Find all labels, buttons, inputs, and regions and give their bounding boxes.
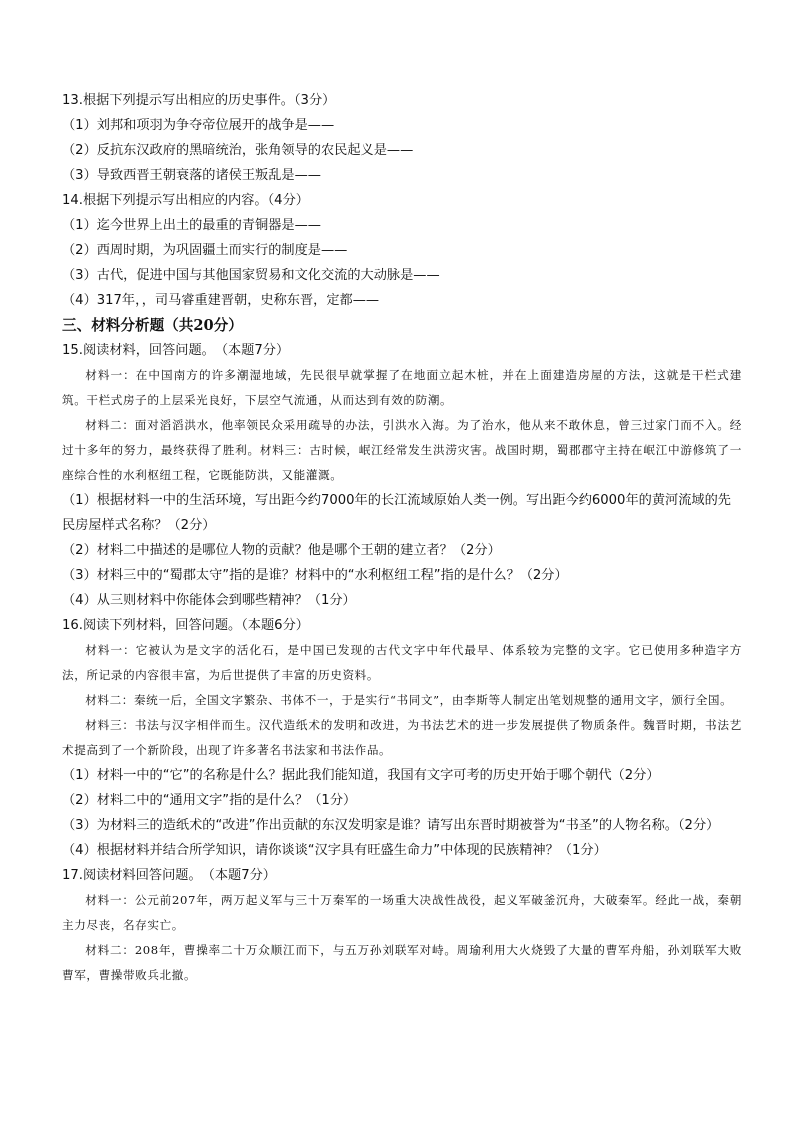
- q14-item-1: （1）迄今世界上出土的最重的青铜器是——: [62, 218, 321, 233]
- q13-item-3: （3）导致西晋王朝衰落的诸侯王叛乱是——: [62, 168, 321, 183]
- q16-question-1: （1）材料一中的“它”的名称是什么？据此我们能知道，我国有文字可考的历史开始于哪个朝代（2分）: [62, 768, 660, 783]
- q16-title: 16.阅读下列材料，回答问题。（本题6分）: [62, 618, 309, 633]
- q15-material-2: 材料二：面对滔滔洪水，他率领民众采用疏导的办法，引洪水入海。为了治水，他从来不敢休息，曾三过家门而不入。经过十多年的努力，最终获得了胜利。材料三：古时候，岷江经常发生洪涝灾害。战国时期，蜀郡郡守主持在岷江中游修筑了一座综合性的水利枢纽工程，它既能防洪，又能灌溉。: [62, 418, 742, 482]
- q14-item-3: （3）古代，促进中国与其他国家贸易和文化交流的大动脉是——: [62, 268, 440, 283]
- q15-title: 15.阅读材料，回答问题。 （本题7分）: [62, 343, 290, 358]
- q16-question-2: （2）材料二中的“通用文字”指的是什么？（1分）: [62, 793, 357, 808]
- q16-material-2: 材料二：秦统一后，全国文字繁杂、书体不一，于是实行“书同文”，由李斯等人制定出笔划规整的通用文字，颁行全国。: [85, 693, 733, 707]
- q14-item-4: （4）317年，，司马睿重建晋朝，史称东晋，定都——: [62, 293, 380, 308]
- section-3-heading: 三、材料分析题（共20分）: [62, 317, 243, 334]
- q15-question-4: （4）从三则材料中你能体会到哪些精神？（1分）: [62, 593, 356, 608]
- q13-item-1: （1）刘邦和项羽为争夺帝位展开的战争是——: [62, 118, 335, 133]
- q16-question-4: （4）根据材料并结合所学知识，请你谈谈“汉字具有旺盛生命力”中体现的民族精神？（1分）: [62, 843, 607, 858]
- exam-page: [62, 88, 742, 988]
- q15-question-3: （3）材料三中的“蜀郡太守”指的是谁？材料中的“水利枢纽工程”指的是什么？（2分）: [62, 568, 568, 583]
- q14-title: 14.根据下列提示写出相应的内容。（4分）: [62, 193, 309, 208]
- q15-material-1: 材料一：在中国南方的许多潮湿地域，先民很早就掌握了在地面立起木桩，并在上面建造房屋的方法，这就是干栏式建筑。干栏式房子的上层采光良好，下层空气流通，从而达到有效的防潮。: [62, 368, 742, 407]
- q15-question-1: （1）根据材料一中的生活环境，写出距今约7000年的长江流域原始人类一例。写出距今约6000年的黄河流域的先民房屋样式名称？（2分）: [62, 493, 731, 533]
- q13-title: 13.根据下列提示写出相应的历史事件。（3分）: [62, 93, 336, 108]
- q14-item-2: （2）西周时期，为巩固疆土而实行的制度是——: [62, 243, 348, 258]
- q17-title: 17.阅读材料回答问题。 （本题7分）: [62, 868, 276, 883]
- q16-material-1: 材料一：它被认为是文字的活化石，是中国已发现的古代文字中年代最早、体系较为完整的文字。它已使用多种造字方法，所记录的内容很丰富，为后世提供了丰富的历史资料。: [62, 643, 742, 682]
- q15-question-2: （2）材料二中描述的是哪位人物的贡献？他是哪个王朝的建立者？（2分）: [62, 543, 501, 558]
- q17-material-1: 材料一：公元前207年，两万起义军与三十万秦军的一场重大决战性战役，起义军破釜沉舟，大破秦军。经此一战，秦朝主力尽丧，名存实亡。: [62, 893, 742, 932]
- q16-question-3: （3）为材料三的造纸术的“改进”作出贡献的东汉发明家是谁？请写出东晋时期被誉为“书圣”的人物名称。（2分）: [62, 818, 720, 833]
- q17-material-2: 材料二：208年，曹操率二十万众顺江而下，与五万孙刘联军对峙。周瑜利用大火烧毁了大量的曹军舟船，孙刘联军大败曹军，曹操带败兵北撤。: [62, 943, 742, 982]
- q13-item-2: （2）反抗东汉政府的黑暗统治，张角领导的农民起义是——: [62, 143, 414, 158]
- q16-material-3: 材料三：书法与汉字相伴而生。汉代造纸术的发明和改进，为书法艺术的进一步发展提供了物质条件。魏晋时期，书法艺术提高到了一个新阶段，出现了许多著名书法家和书法作品。: [62, 718, 742, 757]
